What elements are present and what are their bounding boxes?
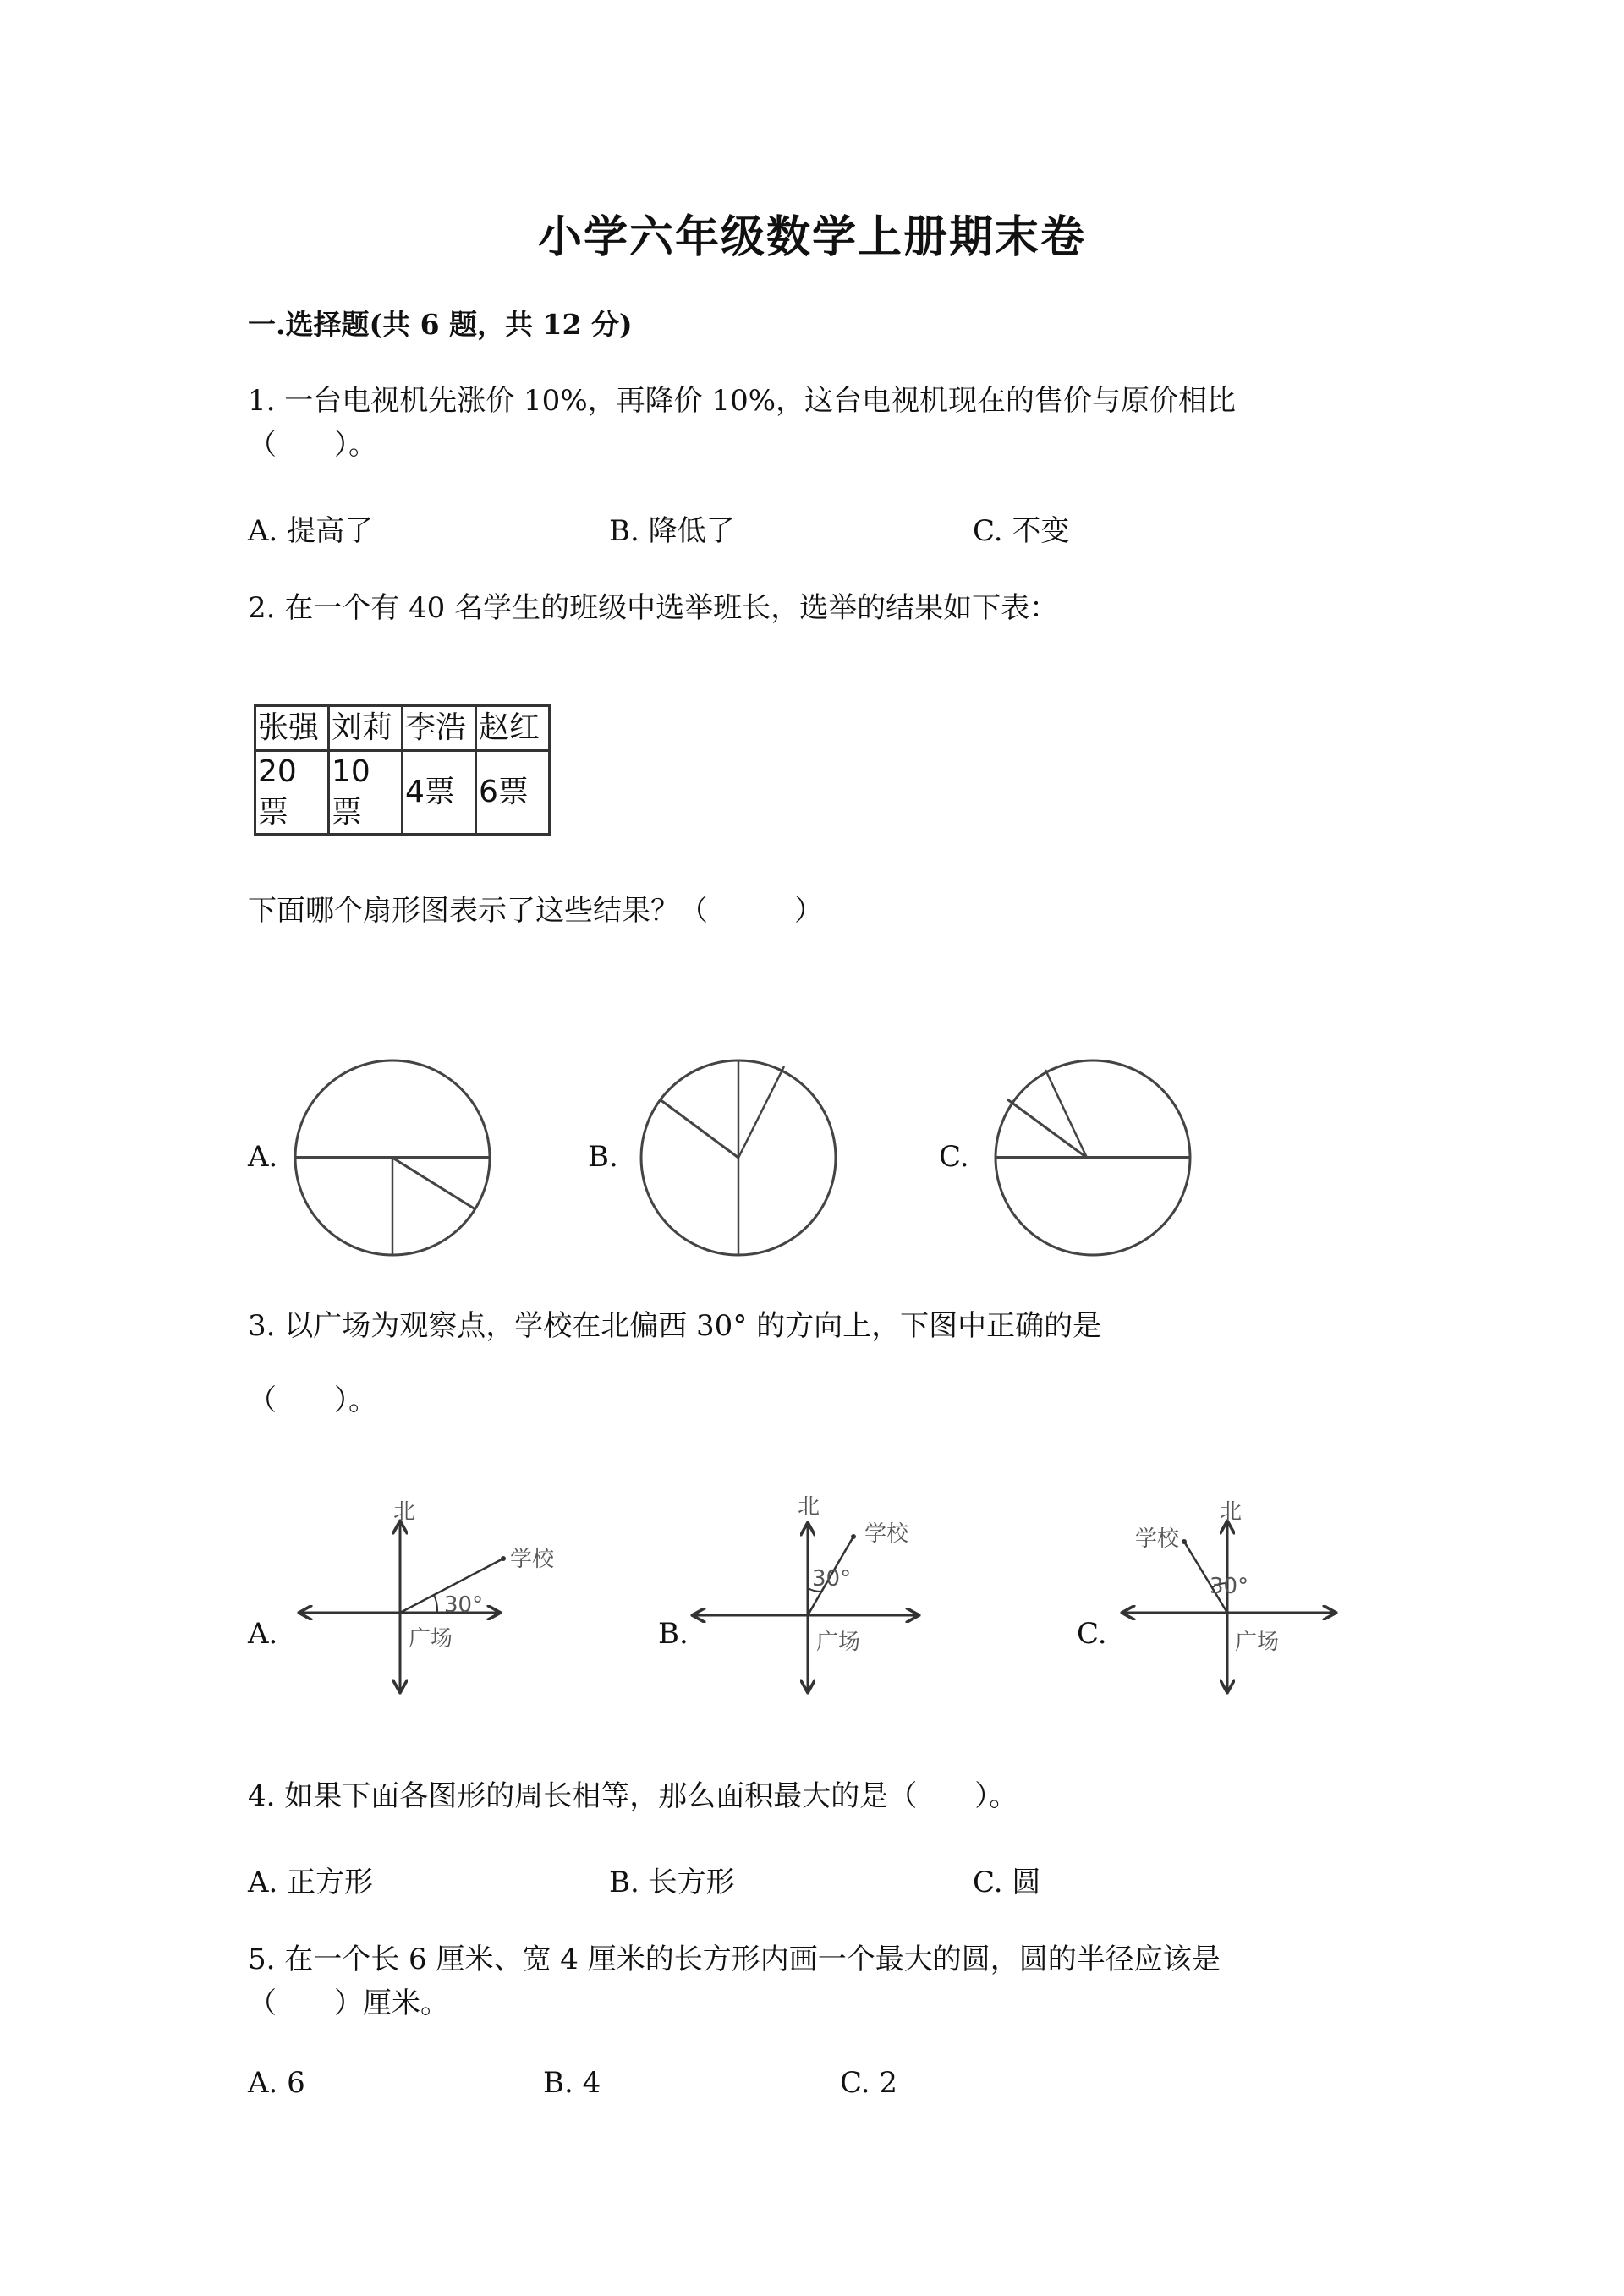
question-4-option-c: C. 圆 (973, 1866, 1041, 1899)
table-row-votes (255, 751, 550, 835)
question-2-line-1: 2. 在一个有 40 名学生的班级中选举班长，选举的结果如下表： (248, 591, 1059, 625)
question-5-option-b: B. 4 (543, 2066, 601, 2100)
question-4-line-1: 4. 如果下面各图形的周长相等，那么面积最大的是（ ）。 (248, 1779, 1018, 1813)
table-cell: 张强 (255, 706, 329, 751)
table-row-names (255, 706, 550, 751)
question-4-option-b: B. 长方形 (609, 1866, 735, 1899)
table-cell: 4票 (403, 751, 476, 835)
compass-diagram-option-b (685, 1488, 964, 1700)
pie-chart-option-c (990, 1053, 1201, 1264)
question-4-option-a: A. 正方形 (248, 1866, 374, 1899)
question-3-line-1: 3. 以广场为观察点，学校在北偏西 30° 的方向上，下图中正确的是 (248, 1309, 1102, 1343)
compass-diagram-option-a (292, 1499, 571, 1700)
question-1-option-c: C. 不变 (973, 514, 1070, 548)
question-1-option-a: A. 提高了 (248, 514, 374, 548)
question-5-line-2: （ ）厘米。 (248, 1986, 449, 2020)
question-2-prompt: 下面哪个扇形图表示了这些结果？（ ） (248, 894, 823, 928)
pie-option-b-label: B. (588, 1140, 618, 1174)
pie-chart-option-b (641, 1053, 853, 1264)
table-cell: 李浩 (403, 706, 476, 751)
table-cell: 刘莉 (329, 706, 403, 751)
school-label: 学校 (510, 1547, 555, 1572)
square-label: 广场 (1235, 1630, 1280, 1655)
north-label: 北 (798, 1494, 820, 1520)
table-cell: 赵红 (476, 706, 550, 751)
angle-label: 30° (812, 1566, 852, 1592)
question-5-option-c: C. 2 (840, 2066, 898, 2100)
question-3-line-2: （ ）。 (248, 1384, 377, 1417)
question-1-option-b: B. 降低了 (609, 514, 735, 548)
compass-option-a-label: A. (248, 1617, 278, 1651)
compass-option-b-label: B. (658, 1617, 689, 1651)
pie-option-c-label: C. (939, 1140, 969, 1174)
question-1-line-2: （ ）。 (248, 428, 377, 462)
north-label: 北 (1220, 1499, 1243, 1525)
pie-chart-option-a (288, 1053, 499, 1264)
page-title: 小学六年级数学上册期末卷 (537, 211, 1086, 263)
question-1-line-1: 1. 一台电视机先涨价 10%，再降价 10%，这台电视机现在的售价与原价相比 (248, 384, 1237, 418)
compass-option-c-label: C. (1077, 1617, 1107, 1651)
table-cell: 10票 (329, 751, 403, 835)
square-label: 广场 (409, 1626, 453, 1652)
question-5-line-1: 5. 在一个长 6 厘米、宽 4 厘米的长方形内画一个最大的圆，圆的半径应该是 (248, 1943, 1221, 1976)
table-cell: 6票 (476, 751, 550, 835)
section-heading: 一.选择题(共 6 题，共 12 分) (248, 308, 633, 341)
question-5-option-a: A. 6 (248, 2066, 305, 2100)
table-cell: 20票 (255, 751, 329, 835)
north-label: 北 (393, 1499, 416, 1525)
school-label: 学校 (1135, 1526, 1180, 1552)
angle-label: 30° (1210, 1574, 1249, 1599)
compass-diagram-option-c (1116, 1499, 1370, 1700)
angle-label: 30° (444, 1592, 484, 1618)
pie-option-a-label: A. (248, 1140, 278, 1174)
school-label: 学校 (864, 1521, 909, 1547)
vote-results-table (254, 704, 551, 836)
square-label: 广场 (816, 1630, 861, 1655)
